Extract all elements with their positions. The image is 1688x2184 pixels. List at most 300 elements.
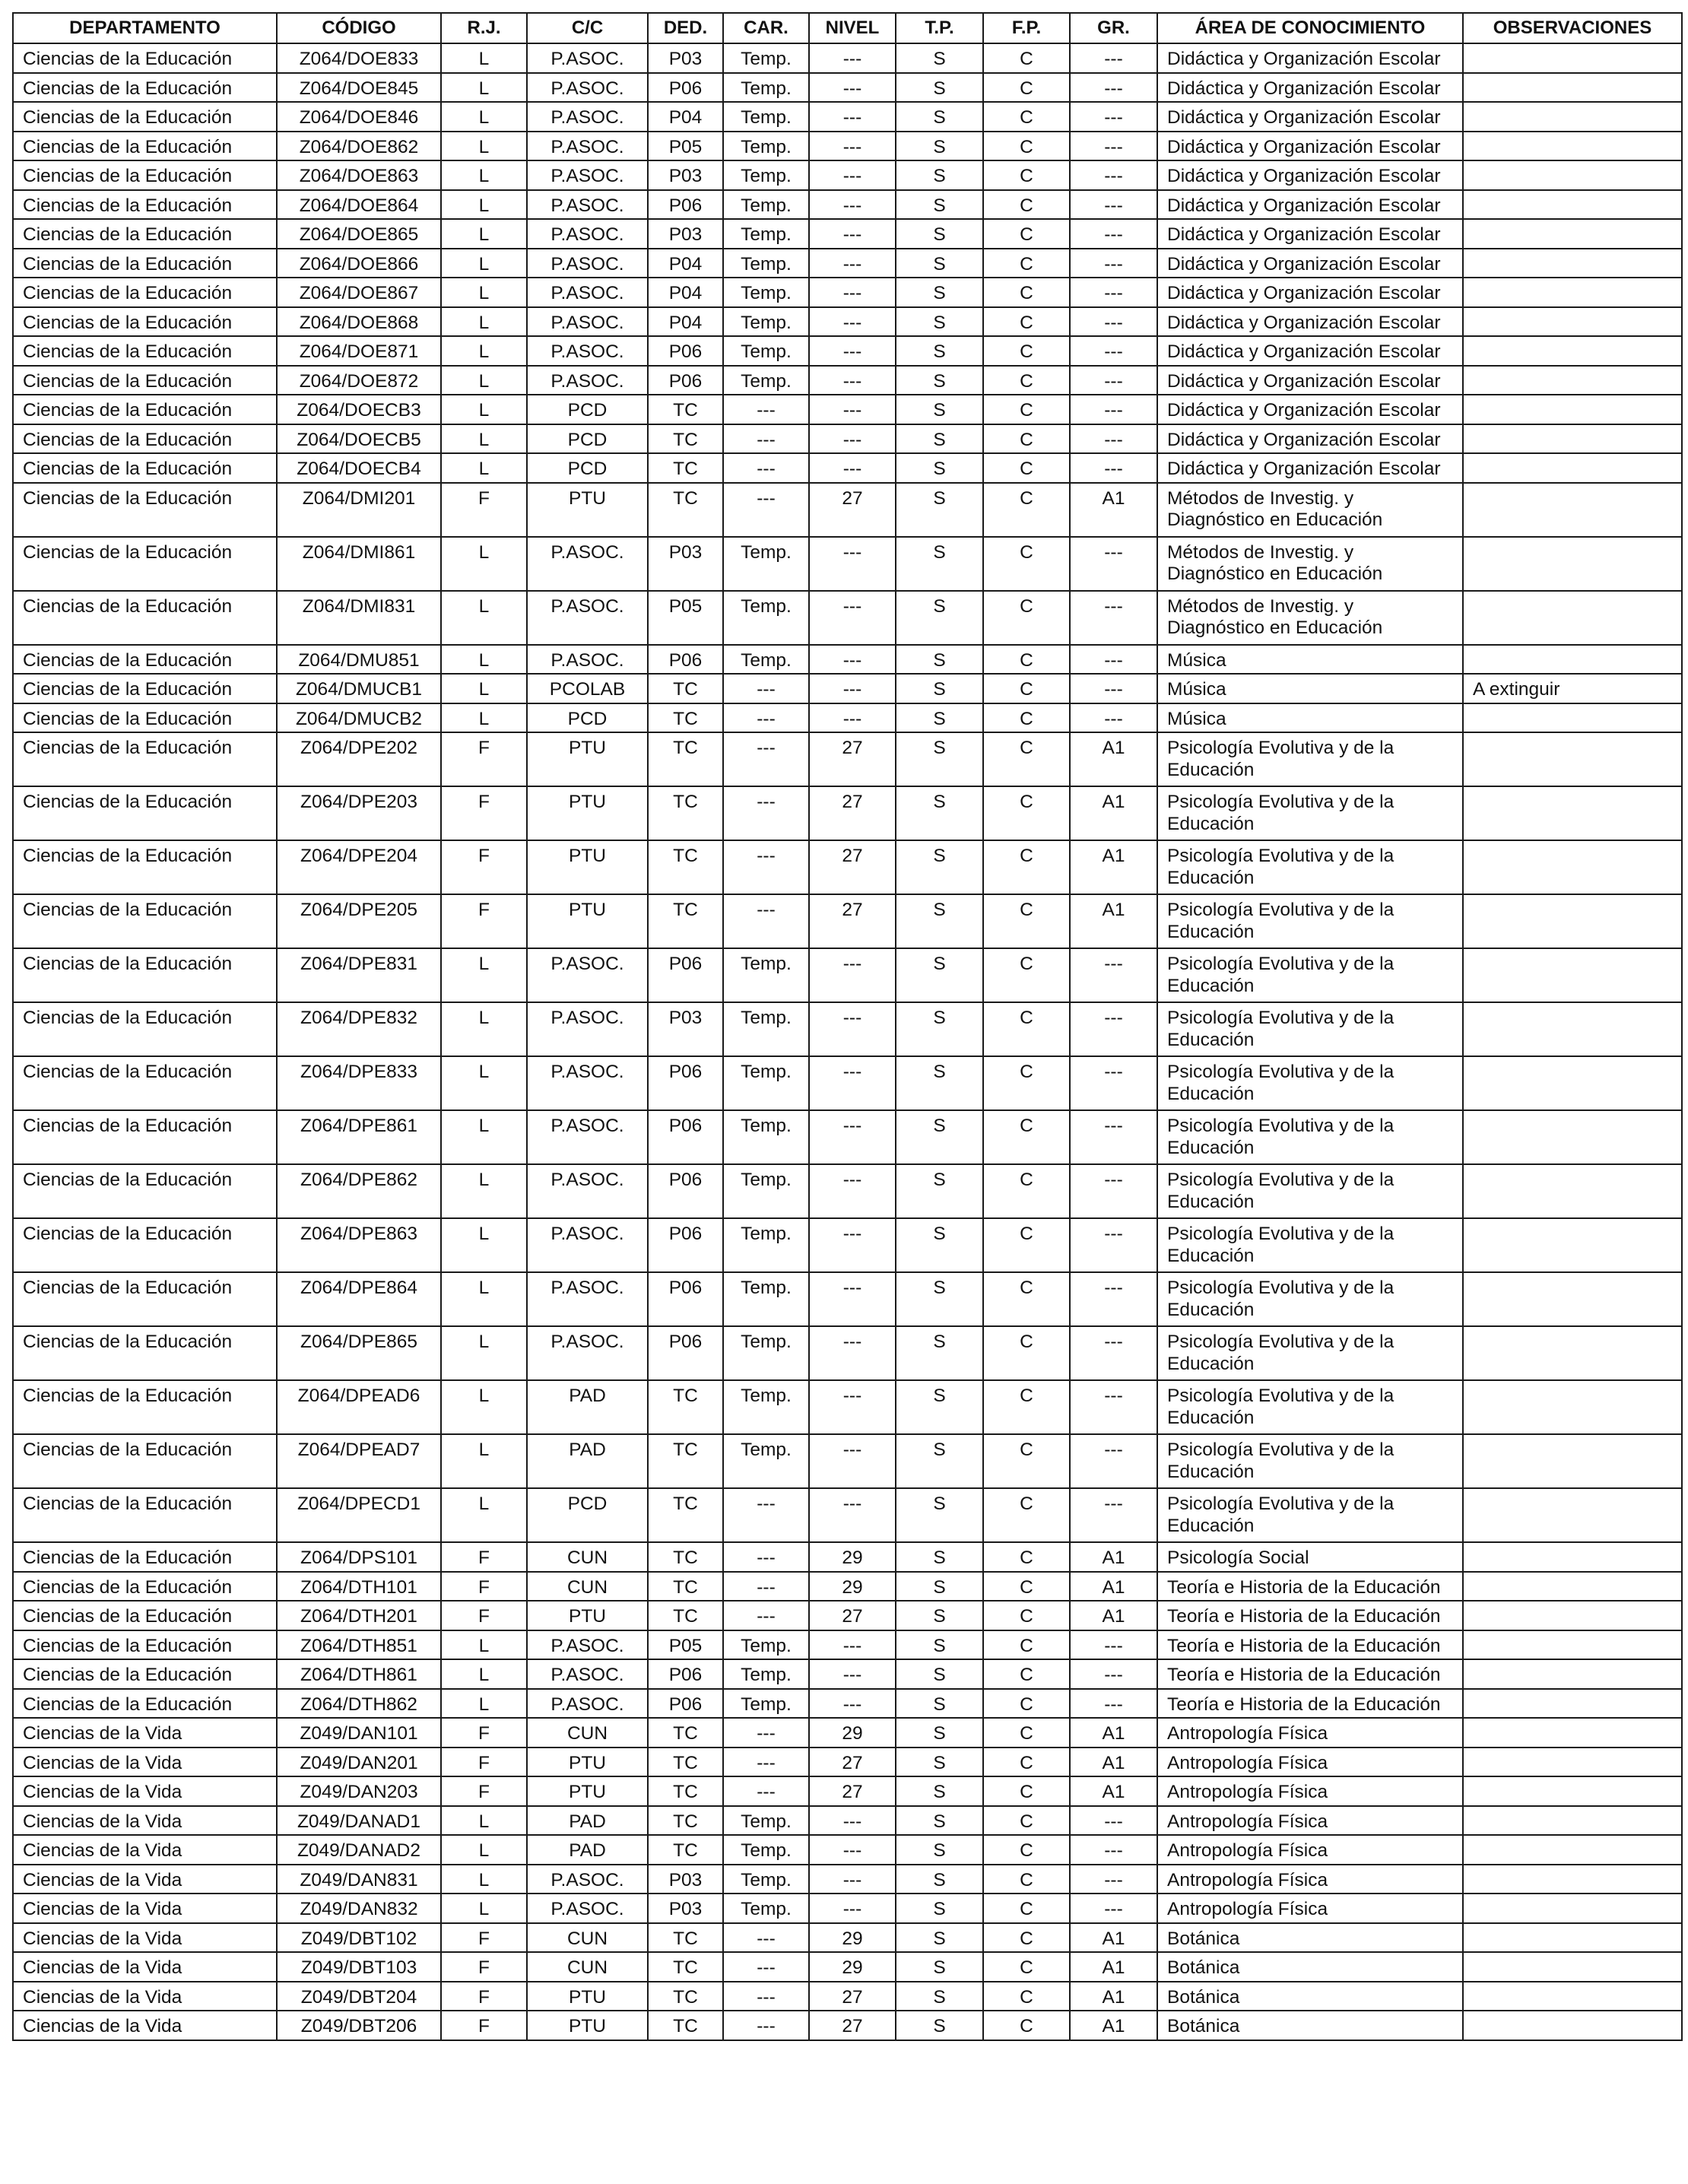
cell-tp: S	[896, 1164, 983, 1218]
cell-gr: ---	[1070, 1434, 1157, 1488]
cell-rj: L	[441, 424, 527, 454]
cell-codigo: Z064/DOE862	[277, 132, 441, 161]
cell-rj: L	[441, 1272, 527, 1326]
header-observaciones: OBSERVACIONES	[1463, 13, 1682, 43]
cell-departamento: Ciencias de la Educación	[13, 278, 277, 307]
cell-area: Didáctica y Organización Escolar	[1157, 102, 1463, 132]
cell-departamento: Ciencias de la Educación	[13, 73, 277, 103]
cell-nivel: ---	[809, 1272, 896, 1326]
cell-ded: TC	[648, 453, 723, 483]
table-row	[13, 1835, 1682, 1865]
cell-rj: L	[441, 278, 527, 307]
cell-departamento: Ciencias de la Vida	[13, 1923, 277, 1953]
cell-cc: P.ASOC.	[527, 1630, 648, 1660]
cell-nivel: ---	[809, 1630, 896, 1660]
cell-fp: C	[983, 1002, 1070, 1056]
cell-nivel: ---	[809, 1865, 896, 1894]
cell-cc: P.ASOC.	[527, 1164, 648, 1218]
cell-observaciones	[1463, 1164, 1682, 1218]
cell-nivel: ---	[809, 219, 896, 249]
cell-codigo: Z064/DOE872	[277, 366, 441, 395]
cell-rj: L	[441, 1434, 527, 1488]
cell-car: ---	[723, 424, 809, 454]
cell-fp: C	[983, 1776, 1070, 1806]
cell-observaciones	[1463, 1894, 1682, 1923]
cell-area: Psicología Social	[1157, 1542, 1463, 1572]
cell-area: Botánica	[1157, 1982, 1463, 2011]
cell-fp: C	[983, 249, 1070, 278]
cell-observaciones	[1463, 278, 1682, 307]
cell-car: Temp.	[723, 73, 809, 103]
cell-departamento: Ciencias de la Educación	[13, 190, 277, 220]
cell-rj: F	[441, 1572, 527, 1601]
cell-observaciones	[1463, 1380, 1682, 1434]
table-row	[13, 1952, 1682, 1982]
cell-observaciones	[1463, 1659, 1682, 1689]
cell-gr: A1	[1070, 1601, 1157, 1630]
cell-cc: PCD	[527, 453, 648, 483]
cell-cc: P.ASOC.	[527, 43, 648, 73]
cell-tp: S	[896, 1748, 983, 1777]
cell-fp: C	[983, 1110, 1070, 1164]
cell-fp: C	[983, 219, 1070, 249]
cell-departamento: Ciencias de la Educación	[13, 674, 277, 703]
cell-tp: S	[896, 1630, 983, 1660]
table-row	[13, 732, 1682, 786]
cell-ded: TC	[648, 1601, 723, 1630]
cell-nivel: ---	[809, 1434, 896, 1488]
cell-rj: L	[441, 1835, 527, 1865]
cell-codigo: Z064/DPE862	[277, 1164, 441, 1218]
cell-rj: L	[441, 1326, 527, 1380]
cell-rj: F	[441, 1601, 527, 1630]
cell-rj: F	[441, 1982, 527, 2011]
cell-fp: C	[983, 1488, 1070, 1542]
cell-codigo: Z064/DPE202	[277, 732, 441, 786]
cell-car: Temp.	[723, 160, 809, 190]
cell-ded: TC	[648, 1982, 723, 2011]
cell-nivel: ---	[809, 366, 896, 395]
cell-ded: P06	[648, 190, 723, 220]
table-row	[13, 336, 1682, 366]
cell-gr: ---	[1070, 1835, 1157, 1865]
cell-car: Temp.	[723, 1835, 809, 1865]
cell-nivel: 27	[809, 483, 896, 537]
cell-observaciones	[1463, 948, 1682, 1002]
cell-nivel: 27	[809, 894, 896, 948]
cell-fp: C	[983, 1326, 1070, 1380]
cell-cc: PTU	[527, 840, 648, 894]
cell-observaciones	[1463, 1835, 1682, 1865]
cell-departamento: Ciencias de la Vida	[13, 1806, 277, 1836]
table-row	[13, 786, 1682, 840]
cell-rj: F	[441, 732, 527, 786]
cell-gr: ---	[1070, 73, 1157, 103]
cell-gr: ---	[1070, 1488, 1157, 1542]
cell-gr: A1	[1070, 1542, 1157, 1572]
table-row	[13, 1488, 1682, 1542]
cell-departamento: Ciencias de la Educación	[13, 1218, 277, 1272]
cell-area: Didáctica y Organización Escolar	[1157, 424, 1463, 454]
cell-ded: P06	[648, 1164, 723, 1218]
cell-ded: P06	[648, 1689, 723, 1719]
cell-cc: PTU	[527, 786, 648, 840]
cell-tp: S	[896, 43, 983, 73]
cell-fp: C	[983, 1434, 1070, 1488]
cell-area: Antropología Física	[1157, 1835, 1463, 1865]
cell-codigo: Z064/DOECB4	[277, 453, 441, 483]
cell-observaciones	[1463, 336, 1682, 366]
cell-gr: ---	[1070, 278, 1157, 307]
cell-rj: L	[441, 366, 527, 395]
cell-cc: P.ASOC.	[527, 190, 648, 220]
cell-cc: PTU	[527, 1748, 648, 1777]
header-cc: C/C	[527, 13, 648, 43]
cell-fp: C	[983, 336, 1070, 366]
cell-tp: S	[896, 102, 983, 132]
cell-observaciones	[1463, 1542, 1682, 1572]
cell-ded: TC	[648, 703, 723, 733]
cell-fp: C	[983, 1601, 1070, 1630]
cell-rj: L	[441, 1110, 527, 1164]
cell-area: Botánica	[1157, 2011, 1463, 2040]
cell-tp: S	[896, 1689, 983, 1719]
table-row	[13, 307, 1682, 337]
cell-tp: S	[896, 307, 983, 337]
cell-codigo: Z064/DOECB5	[277, 424, 441, 454]
cell-car: ---	[723, 1572, 809, 1601]
cell-observaciones	[1463, 249, 1682, 278]
cell-observaciones	[1463, 43, 1682, 73]
cell-nivel: ---	[809, 1659, 896, 1689]
cell-gr: ---	[1070, 219, 1157, 249]
cell-tp: S	[896, 395, 983, 424]
cell-area: Métodos de Investig. y Diagnóstico en Educación	[1157, 483, 1463, 537]
cell-nivel: ---	[809, 190, 896, 220]
cell-nivel: ---	[809, 1689, 896, 1719]
cell-fp: C	[983, 1748, 1070, 1777]
cell-car: Temp.	[723, 645, 809, 675]
cell-cc: PTU	[527, 1982, 648, 2011]
cell-departamento: Ciencias de la Educación	[13, 1056, 277, 1110]
cell-fp: C	[983, 483, 1070, 537]
cell-observaciones	[1463, 1748, 1682, 1777]
cell-cc: PCD	[527, 703, 648, 733]
cell-nivel: ---	[809, 1110, 896, 1164]
table-row	[13, 1542, 1682, 1572]
cell-rj: L	[441, 537, 527, 591]
table-row	[13, 1894, 1682, 1923]
cell-rj: L	[441, 1164, 527, 1218]
cell-gr: ---	[1070, 1056, 1157, 1110]
cell-nivel: ---	[809, 703, 896, 733]
cell-codigo: Z064/DPE863	[277, 1218, 441, 1272]
cell-codigo: Z049/DANAD1	[277, 1806, 441, 1836]
cell-cc: P.ASOC.	[527, 1056, 648, 1110]
cell-area: Didáctica y Organización Escolar	[1157, 73, 1463, 103]
cell-codigo: Z049/DBT204	[277, 1982, 441, 2011]
cell-ded: P06	[648, 948, 723, 1002]
cell-area: Psicología Evolutiva y de la Educación	[1157, 1056, 1463, 1110]
cell-tp: S	[896, 1601, 983, 1630]
cell-nivel: ---	[809, 674, 896, 703]
cell-fp: C	[983, 160, 1070, 190]
cell-nivel: 27	[809, 1982, 896, 2011]
cell-tp: S	[896, 1865, 983, 1894]
cell-departamento: Ciencias de la Educación	[13, 219, 277, 249]
cell-area: Psicología Evolutiva y de la Educación	[1157, 894, 1463, 948]
cell-car: Temp.	[723, 1002, 809, 1056]
cell-ded: P06	[648, 1110, 723, 1164]
cell-fp: C	[983, 1630, 1070, 1660]
cell-tp: S	[896, 1272, 983, 1326]
cell-ded: P03	[648, 219, 723, 249]
cell-area: Botánica	[1157, 1923, 1463, 1953]
cell-cc: PCD	[527, 395, 648, 424]
cell-area: Psicología Evolutiva y de la Educación	[1157, 1002, 1463, 1056]
cell-codigo: Z049/DBT103	[277, 1952, 441, 1982]
cell-tp: S	[896, 674, 983, 703]
cell-observaciones	[1463, 1056, 1682, 1110]
table-row	[13, 948, 1682, 1002]
cell-gr: ---	[1070, 1110, 1157, 1164]
cell-tp: S	[896, 190, 983, 220]
cell-observaciones	[1463, 1806, 1682, 1836]
cell-departamento: Ciencias de la Educación	[13, 894, 277, 948]
cell-rj: L	[441, 1689, 527, 1719]
cell-departamento: Ciencias de la Educación	[13, 1110, 277, 1164]
cell-fp: C	[983, 307, 1070, 337]
cell-car: Temp.	[723, 219, 809, 249]
cell-ded: P06	[648, 336, 723, 366]
cell-fp: C	[983, 1056, 1070, 1110]
cell-codigo: Z064/DTH101	[277, 1572, 441, 1601]
cell-observaciones	[1463, 483, 1682, 537]
cell-car: Temp.	[723, 537, 809, 591]
cell-departamento: Ciencias de la Educación	[13, 1326, 277, 1380]
cell-nivel: 27	[809, 786, 896, 840]
table-row	[13, 1380, 1682, 1434]
cell-rj: F	[441, 1718, 527, 1748]
cell-tp: S	[896, 424, 983, 454]
cell-car: Temp.	[723, 1056, 809, 1110]
table-row	[13, 894, 1682, 948]
cell-area: Antropología Física	[1157, 1748, 1463, 1777]
cell-gr: A1	[1070, 732, 1157, 786]
table-row	[13, 1776, 1682, 1806]
cell-departamento: Ciencias de la Educación	[13, 732, 277, 786]
cell-ded: P03	[648, 1865, 723, 1894]
cell-ded: TC	[648, 424, 723, 454]
cell-cc: P.ASOC.	[527, 160, 648, 190]
cell-observaciones	[1463, 190, 1682, 220]
cell-departamento: Ciencias de la Educación	[13, 1659, 277, 1689]
cell-ded: TC	[648, 1923, 723, 1953]
cell-area: Teoría e Historia de la Educación	[1157, 1572, 1463, 1601]
cell-codigo: Z064/DOE867	[277, 278, 441, 307]
cell-gr: ---	[1070, 132, 1157, 161]
cell-departamento: Ciencias de la Educación	[13, 1542, 277, 1572]
cell-observaciones	[1463, 732, 1682, 786]
cell-departamento: Ciencias de la Educación	[13, 160, 277, 190]
table-row	[13, 249, 1682, 278]
cell-cc: P.ASOC.	[527, 1659, 648, 1689]
cell-nivel: ---	[809, 43, 896, 73]
cell-departamento: Ciencias de la Educación	[13, 948, 277, 1002]
cell-ded: P06	[648, 1326, 723, 1380]
cell-area: Psicología Evolutiva y de la Educación	[1157, 1434, 1463, 1488]
cell-codigo: Z049/DBT102	[277, 1923, 441, 1953]
table-row	[13, 1218, 1682, 1272]
cell-car: Temp.	[723, 1689, 809, 1719]
table-body	[13, 43, 1682, 2040]
cell-rj: L	[441, 645, 527, 675]
cell-car: ---	[723, 453, 809, 483]
cell-codigo: Z064/DOE866	[277, 249, 441, 278]
table-row	[13, 1572, 1682, 1601]
cell-departamento: Ciencias de la Educación	[13, 1002, 277, 1056]
cell-car: ---	[723, 1776, 809, 1806]
cell-cc: P.ASOC.	[527, 366, 648, 395]
cell-area: Didáctica y Organización Escolar	[1157, 278, 1463, 307]
cell-rj: L	[441, 674, 527, 703]
header-departamento: DEPARTAMENTO	[13, 13, 277, 43]
cell-cc: P.ASOC.	[527, 591, 648, 645]
table-row	[13, 1806, 1682, 1836]
cell-nivel: 27	[809, 840, 896, 894]
cell-ded: P06	[648, 1272, 723, 1326]
cell-tp: S	[896, 591, 983, 645]
cell-fp: C	[983, 894, 1070, 948]
cell-cc: PCOLAB	[527, 674, 648, 703]
table-row	[13, 2011, 1682, 2040]
table-row	[13, 1982, 1682, 2011]
cell-observaciones	[1463, 1488, 1682, 1542]
cell-tp: S	[896, 703, 983, 733]
cell-area: Antropología Física	[1157, 1865, 1463, 1894]
cell-area: Métodos de Investig. y Diagnóstico en Educación	[1157, 537, 1463, 591]
cell-nivel: ---	[809, 1218, 896, 1272]
cell-rj: L	[441, 591, 527, 645]
cell-tp: S	[896, 786, 983, 840]
cell-codigo: Z049/DANAD2	[277, 1835, 441, 1865]
cell-fp: C	[983, 645, 1070, 675]
table-row	[13, 366, 1682, 395]
cell-car: Temp.	[723, 1326, 809, 1380]
cell-car: Temp.	[723, 307, 809, 337]
cell-car: ---	[723, 1923, 809, 1953]
cell-tp: S	[896, 336, 983, 366]
cell-area: Didáctica y Organización Escolar	[1157, 453, 1463, 483]
cell-gr: ---	[1070, 1689, 1157, 1719]
cell-nivel: ---	[809, 1326, 896, 1380]
cell-tp: S	[896, 73, 983, 103]
cell-departamento: Ciencias de la Educación	[13, 132, 277, 161]
cell-codigo: Z064/DOE864	[277, 190, 441, 220]
cell-nivel: ---	[809, 948, 896, 1002]
cell-gr: ---	[1070, 43, 1157, 73]
cell-codigo: Z049/DAN201	[277, 1748, 441, 1777]
cell-car: Temp.	[723, 190, 809, 220]
table-row	[13, 1110, 1682, 1164]
cell-car: Temp.	[723, 43, 809, 73]
cell-tp: S	[896, 1218, 983, 1272]
cell-codigo: Z064/DPE205	[277, 894, 441, 948]
cell-cc: PTU	[527, 1601, 648, 1630]
cell-tp: S	[896, 2011, 983, 2040]
cell-tp: S	[896, 1110, 983, 1164]
cell-codigo: Z064/DPEAD6	[277, 1380, 441, 1434]
cell-area: Antropología Física	[1157, 1776, 1463, 1806]
cell-cc: PCD	[527, 424, 648, 454]
cell-gr: ---	[1070, 674, 1157, 703]
cell-ded: P04	[648, 249, 723, 278]
cell-tp: S	[896, 366, 983, 395]
cell-gr: ---	[1070, 1326, 1157, 1380]
cell-cc: PTU	[527, 483, 648, 537]
table-row	[13, 1718, 1682, 1748]
cell-codigo: Z064/DPE832	[277, 1002, 441, 1056]
cell-cc: CUN	[527, 1952, 648, 1982]
cell-codigo: Z064/DPEAD7	[277, 1434, 441, 1488]
cell-departamento: Ciencias de la Educación	[13, 645, 277, 675]
cell-codigo: Z064/DMI831	[277, 591, 441, 645]
cell-departamento: Ciencias de la Vida	[13, 2011, 277, 2040]
cell-codigo: Z064/DPE831	[277, 948, 441, 1002]
cell-departamento: Ciencias de la Educación	[13, 786, 277, 840]
cell-gr: ---	[1070, 249, 1157, 278]
cell-observaciones	[1463, 1689, 1682, 1719]
cell-gr: ---	[1070, 1659, 1157, 1689]
cell-cc: P.ASOC.	[527, 336, 648, 366]
cell-nivel: ---	[809, 424, 896, 454]
cell-car: Temp.	[723, 591, 809, 645]
cell-car: Temp.	[723, 1218, 809, 1272]
cell-gr: A1	[1070, 1776, 1157, 1806]
cell-rj: L	[441, 948, 527, 1002]
cell-nivel: ---	[809, 645, 896, 675]
header-car: CAR.	[723, 13, 809, 43]
cell-ded: TC	[648, 674, 723, 703]
table-row	[13, 483, 1682, 537]
cell-tp: S	[896, 278, 983, 307]
table-row	[13, 591, 1682, 645]
cell-cc: P.ASOC.	[527, 1689, 648, 1719]
cell-observaciones	[1463, 1776, 1682, 1806]
cell-departamento: Ciencias de la Vida	[13, 1835, 277, 1865]
cell-departamento: Ciencias de la Educación	[13, 336, 277, 366]
cell-car: ---	[723, 1748, 809, 1777]
cell-ded: P04	[648, 307, 723, 337]
cell-observaciones	[1463, 160, 1682, 190]
cell-codigo: Z049/DAN101	[277, 1718, 441, 1748]
cell-ded: TC	[648, 483, 723, 537]
cell-rj: L	[441, 1894, 527, 1923]
cell-rj: L	[441, 190, 527, 220]
cell-departamento: Ciencias de la Vida	[13, 1894, 277, 1923]
cell-car: Temp.	[723, 1659, 809, 1689]
table-row	[13, 43, 1682, 73]
cell-area: Didáctica y Organización Escolar	[1157, 43, 1463, 73]
cell-car: ---	[723, 674, 809, 703]
cell-observaciones	[1463, 1923, 1682, 1953]
cell-ded: TC	[648, 1952, 723, 1982]
cell-departamento: Ciencias de la Educación	[13, 1572, 277, 1601]
cell-rj: L	[441, 160, 527, 190]
cell-ded: P06	[648, 366, 723, 395]
cell-observaciones	[1463, 1434, 1682, 1488]
cell-ded: TC	[648, 1748, 723, 1777]
